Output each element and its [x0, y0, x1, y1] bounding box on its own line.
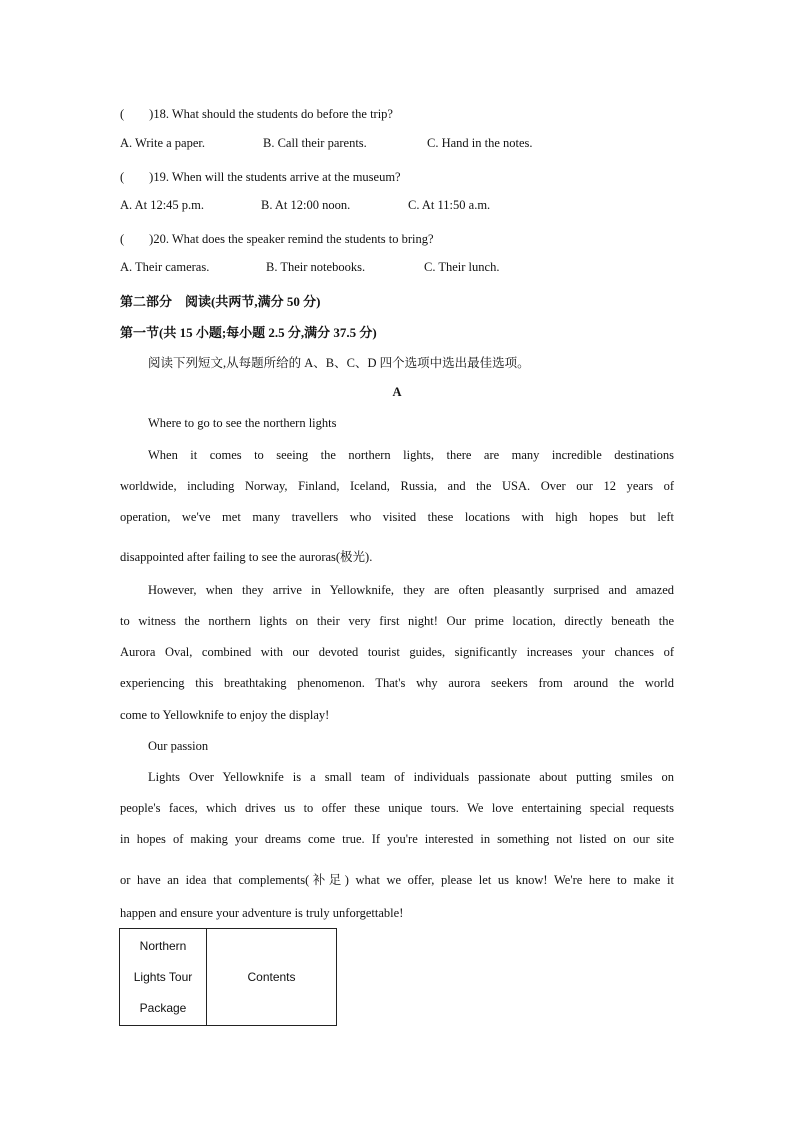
- question-18-option-a: A. Write a paper.: [120, 136, 205, 150]
- table-header-line: Lights Tour: [133, 969, 193, 984]
- paragraph-1-line: disappointed after failing to see the auroras(极光).: [120, 550, 373, 564]
- paragraph-2-line: experiencing this breathtaking phenomenon. That's why aurora seekers from around the world: [120, 676, 674, 690]
- part-heading: 第二部分 阅读(共两节,满分 50 分): [120, 294, 321, 309]
- question-18-option-c: C. Hand in the notes.: [427, 136, 533, 150]
- question-19-option-a: A. At 12:45 p.m.: [120, 198, 205, 212]
- question-19-option-b: B. At 12:00 noon.: [261, 198, 351, 212]
- question-18-stem: ( )18. What should the students do before the trip?: [120, 107, 393, 121]
- question-18-option-b: B. Call their parents.: [263, 136, 367, 150]
- table-row: [120, 929, 337, 1026]
- tour-package-table: [119, 928, 337, 1026]
- question-20-option-a: A. Their cameras.: [120, 260, 210, 274]
- question-20-option-b: B. Their notebooks.: [266, 260, 366, 274]
- paragraph-3-line: people's faces, which drives us to offer these unique tours. We love entertaining special requests: [120, 801, 674, 815]
- question-20-option-c: C. Their lunch.: [424, 260, 500, 274]
- reading-instruction: 阅读下列短文,从每题所给的 A、B、C、D 四个选项中选出最佳选项。: [148, 356, 530, 370]
- paragraph-2-line: to witness the northern lights on their very first night! Our prime location, directly beneath the: [120, 614, 674, 628]
- table-header-package: [120, 929, 207, 1026]
- passage-title: Where to go to see the northern lights: [148, 416, 337, 430]
- question-19-stem: ( )19. When will the students arrive at the museum?: [120, 170, 401, 184]
- table-header-contents: Contents: [207, 929, 337, 1026]
- paragraph-2-line: Aurora Oval, combined with our devoted tourist guides, significantly increases your chances of: [120, 645, 674, 659]
- passage-letter: A: [392, 385, 402, 399]
- paragraph-1-line: operation, we've met many travellers who visited these locations with high hopes but left: [120, 510, 674, 524]
- subsection-heading: 第一节(共 15 小题;每小题 2.5 分,满分 37.5 分): [120, 325, 377, 340]
- table-header-line: Package: [139, 1000, 187, 1015]
- paragraph-3-line: Lights Over Yellowknife is a small team of individuals passionate about putting smiles on: [148, 770, 674, 784]
- paragraph-2-line: come to Yellowknife to enjoy the display!: [120, 708, 330, 722]
- question-20-stem: ( )20. What does the speaker remind the students to bring?: [120, 232, 434, 246]
- paragraph-2-line: However, when they arrive in Yellowknife, they are often pleasantly surprised and amazed: [148, 583, 674, 597]
- paragraph-1-line: worldwide, including Norway, Finland, Iceland, Russia, and the USA. Over our 12 years of: [120, 479, 674, 493]
- paragraph-3-line: in hopes of making your dreams come true. If you're interested in something not listed on our site: [120, 832, 674, 846]
- table-header-line: Northern: [139, 938, 187, 953]
- passage-subheading: Our passion: [148, 739, 209, 753]
- paragraph-3-line: or have an idea that complements(补足) what we offer, please let us know! We're here to make it: [120, 873, 674, 887]
- question-19-option-c: C. At 11:50 a.m.: [408, 198, 491, 212]
- paragraph-1-line: When it comes to seeing the northern lights, there are many incredible destinations: [148, 448, 674, 462]
- paragraph-3-line: happen and ensure your adventure is truly unforgettable!: [120, 906, 404, 920]
